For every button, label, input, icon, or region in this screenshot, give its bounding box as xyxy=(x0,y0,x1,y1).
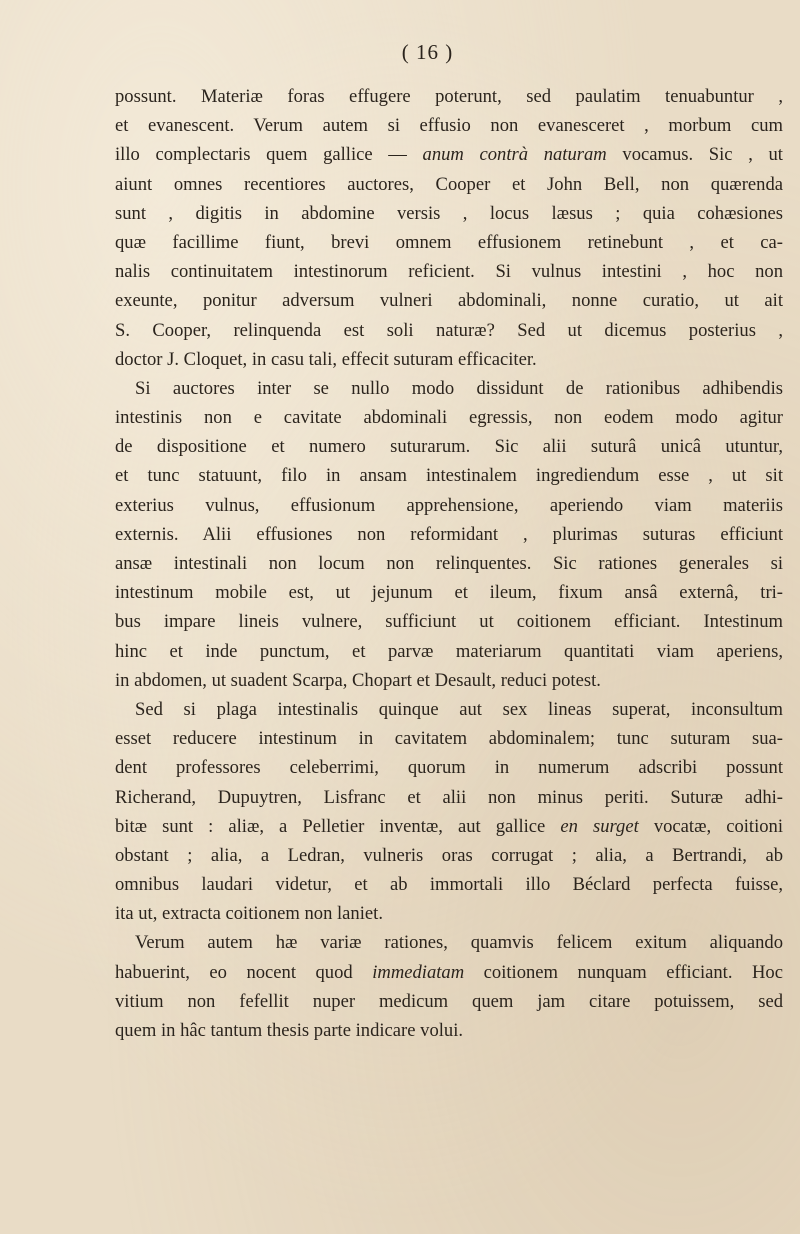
text-line: possunt. Materiæ foras effugere poterunt, sed paulatim tenuabuntur , xyxy=(115,86,783,107)
text-segment: vocamus. Sic , ut xyxy=(606,144,783,166)
text-segment: illo complectaris quem gallice — xyxy=(115,144,423,166)
text-line: hinc et inde punctum, et parvæ materiarum quantitati viam aperiens, xyxy=(115,640,783,662)
text-segment: vocatæ, coitioni xyxy=(638,815,784,837)
text-line xyxy=(115,812,783,841)
italic-phrase: en surget xyxy=(560,815,639,837)
text-line xyxy=(115,140,783,169)
text-line: et tunc statuunt, filo in ansam intestinalem ingrediendum esse , ut sit xyxy=(115,465,783,487)
text-line: exeunte, ponitur adversum vulneri abdominali, nonne curatio, ut ait xyxy=(115,290,783,312)
text-line: omnibus laudari videtur, et ab immortali illo Béclard perfecta fuisse, xyxy=(115,874,783,896)
page-number: ( 16 ) xyxy=(401,40,454,64)
text-line: et evanescent. Verum autem si effusio non evanesceret , morbum cum xyxy=(115,115,783,137)
text-line: Sed si plaga intestinalis quinque aut sex lineas superat, inconsultum xyxy=(135,698,783,720)
text-line: de dispositione et numero suturarum. Sic alii suturâ unicâ utuntur, xyxy=(115,436,783,458)
text-segment: habuerint, eo nocent quod xyxy=(115,961,373,983)
text-line: esset reducere intestinum in cavitatem abdominalem; tunc suturam sua- xyxy=(115,728,783,750)
text-segment: coitionem nunquam efficiant. Hoc xyxy=(464,961,783,983)
text-line xyxy=(115,958,783,987)
text-line: quæ facillime fiunt, brevi omnem effusionem retinebunt , et ca- xyxy=(115,231,783,253)
text-line: sunt , digitis in abdomine versis , locus læsus ; quia cohæsiones xyxy=(115,202,783,224)
text-line: dent professores celeberrimi, quorum in numerum adscribi possunt xyxy=(115,757,783,779)
text-segment: bitæ sunt : aliæ, a Pelletier inventæ, aut gallice xyxy=(115,815,561,837)
text-line: ansæ intestinali non locum non relinquentes. Sic rationes generales si xyxy=(115,553,783,574)
text-line: obstant ; alia, a Ledran, vulneris oras corrugat ; alia, a Bertrandi, ab xyxy=(115,844,783,866)
text-line: bus impare lineis vulnere, sufficiunt ut coitionem efficiant. Intestinum xyxy=(115,611,783,633)
italic-phrase: anum contrà naturam xyxy=(422,144,607,166)
italic-phrase: immediatam xyxy=(372,961,465,983)
text-line: externis. Alii effusiones non reformidant , plurimas suturas efficiunt xyxy=(115,523,783,545)
text-line: Si auctores inter se nullo modo dissidunt de rationibus adhibendis xyxy=(135,377,783,399)
text-line: doctor J. Cloquet, in casu tali, effecit suturam efficaciter. xyxy=(115,348,537,370)
text-line: in abdomen, ut suadent Scarpa, Chopart et Desault, reduci potest. xyxy=(115,669,601,691)
text-line: S. Cooper, relinquenda est soli naturæ? Sed ut dicemus posterius , xyxy=(115,319,783,341)
text-line: ita ut, extracta coitionem non laniet. xyxy=(115,903,383,925)
body-text xyxy=(115,82,783,1045)
text-line: Richerand, Dupuytren, Lisfranc et alii non minus periti. Suturæ adhi- xyxy=(115,786,783,808)
text-line: aiunt omnes recentiores auctores, Cooper et John Bell, non quærenda xyxy=(115,173,783,195)
text-line: quem in hâc tantum thesis parte indicare volui. xyxy=(115,1020,464,1041)
text-line: exterius vulnus, effusionum apprehensione, aperiendo viam materiis xyxy=(115,494,783,516)
text-line: intestinum mobile est, ut jejunum et ileum, fixum ansâ externâ, tri- xyxy=(115,582,783,604)
text-line: nalis continuitatem intestinorum reficient. Si vulnus intestini , hoc non xyxy=(115,261,783,283)
text-line: Verum autem hæ variæ rationes, quamvis felicem exitum aliquando xyxy=(135,932,783,954)
text-line: intestinis non e cavitate abdominali egressis, non eodem modo agitur xyxy=(115,407,783,429)
text-line: vitium non fefellit nuper medicum quem jam citare potuissem, sed xyxy=(115,990,783,1012)
